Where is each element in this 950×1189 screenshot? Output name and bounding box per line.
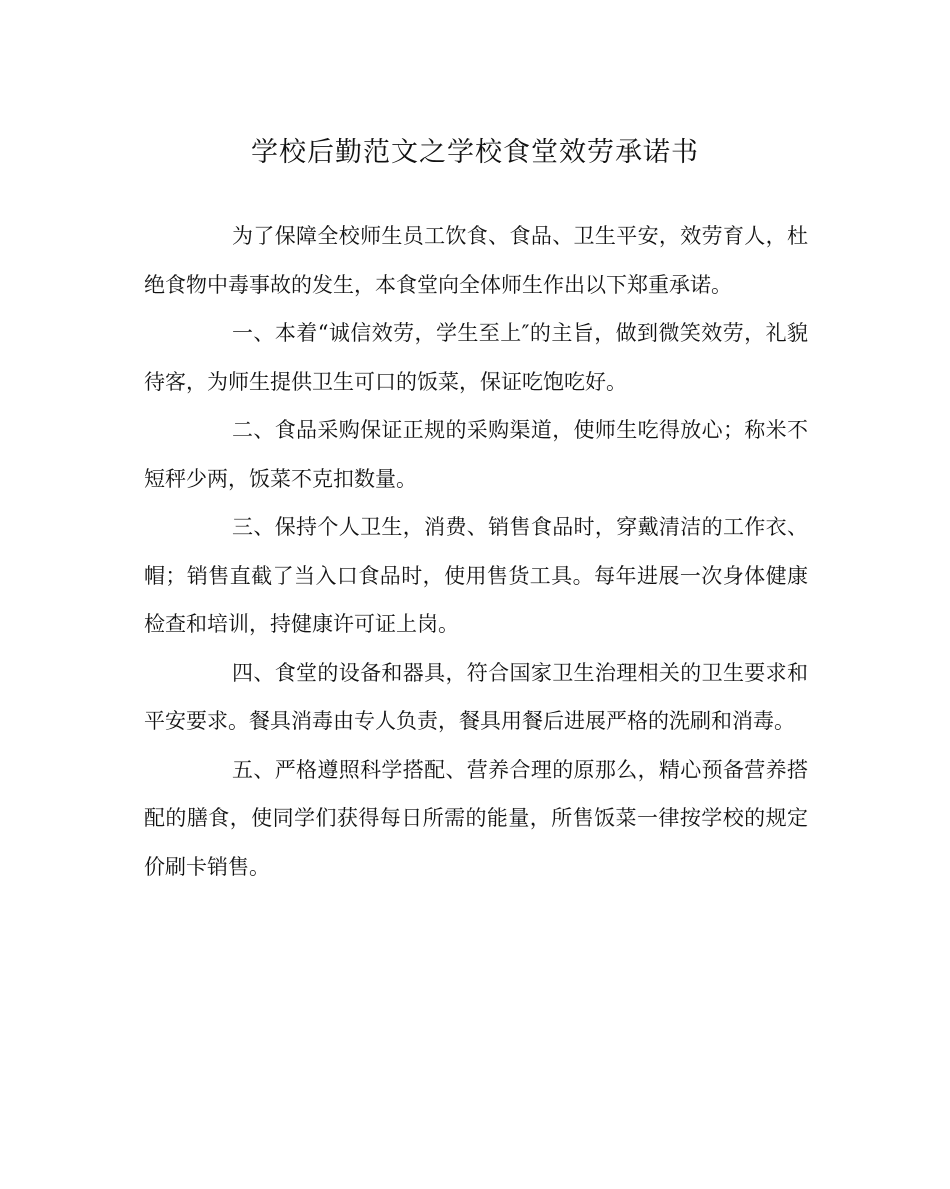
paragraph-item-5: 五、严格遵照科学搭配、营养合理的原那么，精心预备营养搭配的膳食，使同学们获得每日所需的能量，所售饭菜一律按学校的规定价刷卡销售。 [144,757,808,879]
document-title: 学校后勤范文之学校食堂效劳承诺书 [251,137,699,168]
paragraph-item-1: 一、本着“诚信效劳，学生至上″的主旨，做到微笑效劳，礼貌待客，为师生提供卫生可口的饭菜，保证吃饱吃好。 [144,321,808,394]
paragraph-item-4: 四、食堂的设备和器具，符合国家卫生治理相关的卫生要求和平安要求。餐具消毒由专人负责，餐具用餐后进展严格的洗刷和消毒。 [144,660,808,733]
paragraph-item-2: 二、食品采购保证正规的采购渠道，使师生吃得放心；称米不短秤少两，饭菜不克扣数量。 [144,418,808,491]
document-body [144,212,808,891]
paragraph-intro: 为了保障全校师生员工饮食、食品、卫生平安，效劳育人，杜绝食物中毒事故的发生，本食堂向全体师生作出以下郑重承诺。 [144,224,808,297]
paragraph-item-3: 三、保持个人卫生，消费、销售食品时，穿戴清洁的工作衣、帽；销售直截了当入口食品时，使用售货工具。每年进展一次身体健康检查和培训，持健康许可证上岗。 [144,515,808,636]
